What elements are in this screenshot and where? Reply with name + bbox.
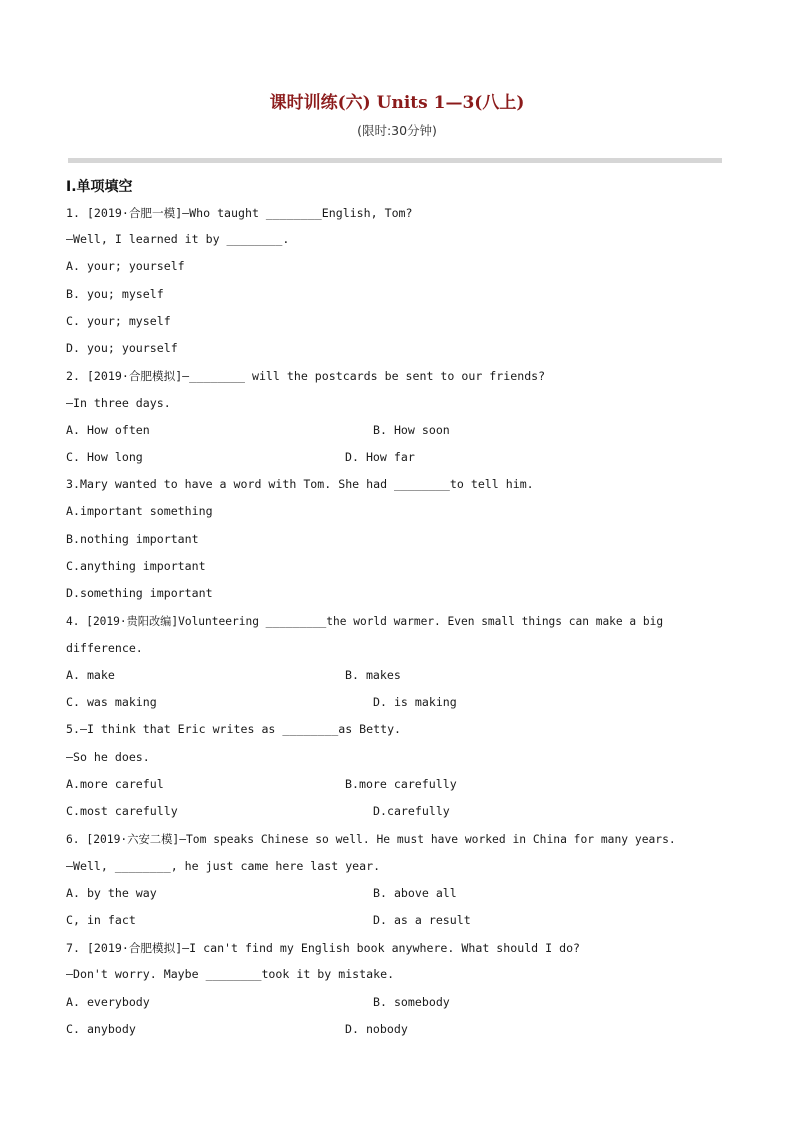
question-6-stem: 6. [2019·六安二模]—Tom speaks Chinese so well. He must have worked in China for many years. bbox=[66, 833, 676, 846]
question-7-option-a: A. everybody bbox=[66, 995, 150, 1009]
question-6-option-a: A. by the way bbox=[66, 886, 157, 900]
question-6-option-d: D. as a result bbox=[373, 913, 471, 927]
question-5-option-c: C.most carefully bbox=[66, 804, 178, 818]
question-3-option-a: A.important something bbox=[66, 504, 213, 518]
question-4-option-d: D. is making bbox=[373, 695, 457, 709]
section-heading: Ⅰ.单项填空 bbox=[66, 179, 133, 195]
question-1-option-b: B. you; myself bbox=[66, 287, 164, 301]
question-5-stem: 5.—I think that Eric writes as ________as Betty. bbox=[66, 722, 402, 736]
question-4-stem-line-2: difference. bbox=[66, 641, 143, 655]
question-3-option-c: C.anything important bbox=[66, 559, 206, 573]
question-1-option-c: C. your; myself bbox=[66, 314, 171, 328]
question-7-stem: 7. [2019·合肥模拟]—I can't find my English book anywhere. What should I do? bbox=[66, 941, 581, 955]
question-2-reply: —In three days. bbox=[66, 396, 171, 410]
divider bbox=[68, 158, 722, 163]
question-6-option-b: B. above all bbox=[373, 886, 457, 900]
question-4-stem-line-1: 4. [2019·贵阳改编]Volunteering _________the world warmer. Even small things can make a big bbox=[66, 615, 664, 628]
question-3-option-b: B.nothing important bbox=[66, 532, 199, 546]
question-4-option-b: B. makes bbox=[345, 668, 401, 682]
question-1-option-a: A. your; yourself bbox=[66, 259, 185, 273]
question-6-option-c: C, in fact bbox=[66, 913, 136, 927]
question-2-option-a: A. How often bbox=[66, 423, 150, 437]
question-3-option-d: D.something important bbox=[66, 586, 213, 600]
question-5-option-d: D.carefully bbox=[373, 804, 450, 818]
question-7-reply: —Don't worry. Maybe ________took it by mistake. bbox=[66, 967, 395, 981]
question-5-option-b: B.more carefully bbox=[345, 777, 457, 791]
question-7-option-b: B. somebody bbox=[373, 995, 450, 1009]
question-4-option-a: A. make bbox=[66, 668, 115, 682]
question-5-option-a: A.more careful bbox=[66, 777, 164, 791]
question-5-reply: —So he does. bbox=[66, 750, 150, 764]
page-title: 课时训练(六) Units 1—3(八上) bbox=[269, 93, 525, 113]
question-2-option-d: D. How far bbox=[345, 450, 415, 464]
time-limit: (限时:30分钟) bbox=[357, 123, 437, 138]
question-1-reply: —Well, I learned it by ________. bbox=[66, 232, 290, 246]
question-7-option-c: C. anybody bbox=[66, 1022, 136, 1036]
question-4-option-c: C. was making bbox=[66, 695, 157, 709]
question-7-option-d: D. nobody bbox=[345, 1022, 408, 1036]
question-3-stem: 3.Mary wanted to have a word with Tom. She had ________to tell him. bbox=[66, 477, 534, 491]
question-2-option-b: B. How soon bbox=[373, 423, 450, 437]
question-2-stem: 2. [2019·合肥模拟]—________ will the postcards be sent to our friends? bbox=[66, 369, 546, 383]
question-1-stem: 1. [2019·合肥一模]—Who taught ________English, Tom? bbox=[66, 206, 413, 220]
question-6-reply: —Well, ________, he just came here last year. bbox=[66, 859, 381, 873]
question-1-option-d: D. you; yourself bbox=[66, 341, 178, 355]
question-2-option-c: C. How long bbox=[66, 450, 143, 464]
